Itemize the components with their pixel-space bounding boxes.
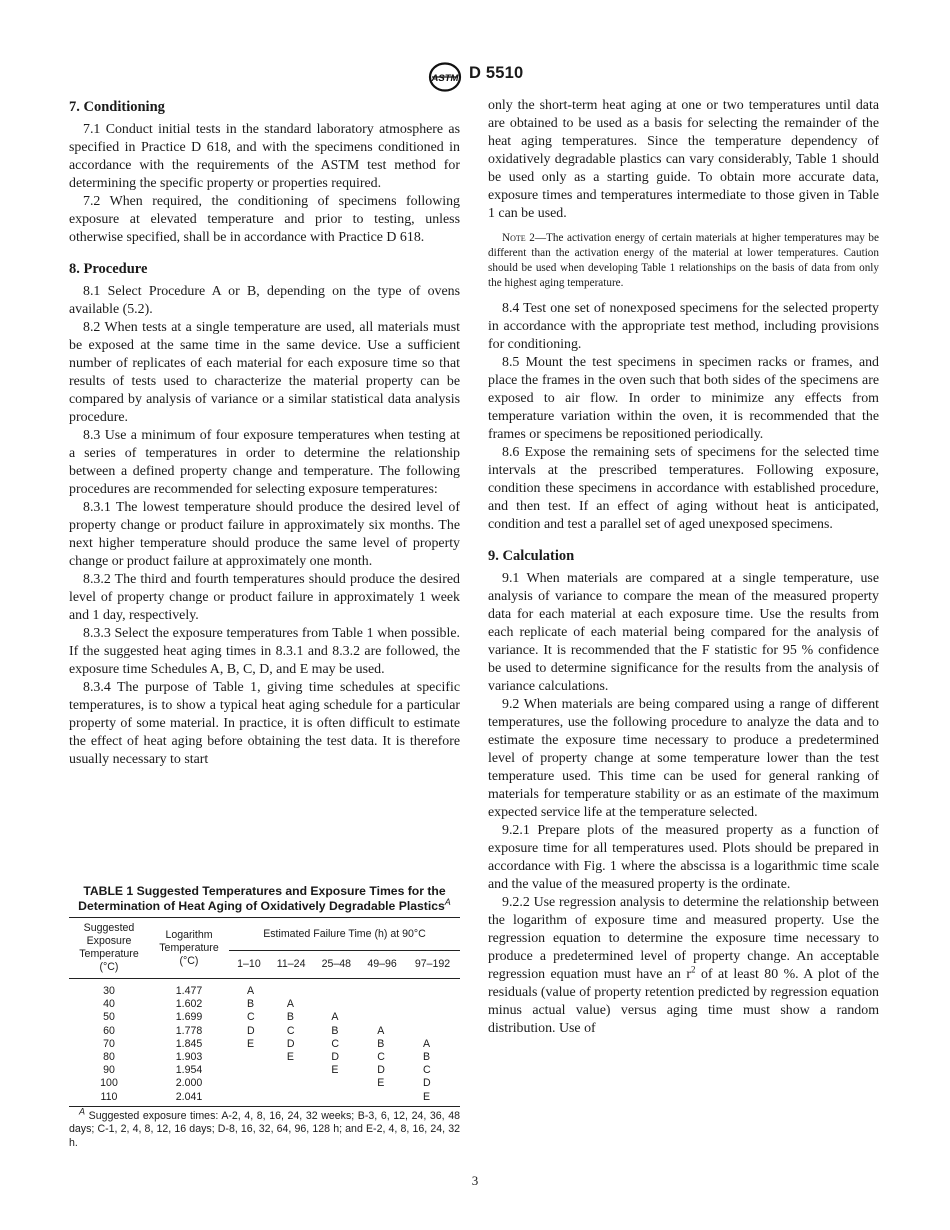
table-row bbox=[69, 1011, 460, 1024]
cell-schedule bbox=[359, 1011, 405, 1024]
cell-logarithm: 1.903 bbox=[175, 1051, 203, 1064]
left-column bbox=[69, 97, 460, 769]
header-time-col: 97–192 bbox=[414, 958, 451, 971]
cell-schedule: C bbox=[331, 1037, 340, 1050]
cell-schedule bbox=[359, 998, 405, 1011]
cell-schedule: E bbox=[377, 1077, 385, 1090]
cell-schedule bbox=[269, 1077, 314, 1090]
header-logarithm: Logarithm Temperature (°C) bbox=[149, 918, 229, 979]
note-2: Note 2—The activation energy of certain materials at higher temperatures may be different than the activation energy of the material at lower temperatures. Caution should be used when developing Table 1 relationships on the basis of data from only the highest aging temperature. bbox=[488, 232, 879, 289]
cell-temperature: 110 bbox=[69, 1091, 149, 1107]
paragraph-8-3-4: 8.3.4 The purpose of Table 1, giving time schedules at specific temperatures, is to show a typical heat aging schedule for a particular property of some material. In practice, it is often difficult to estimate the effect of heat aging before obtaining the test data. It is therefore usually necessary to start bbox=[69, 680, 460, 767]
cell-schedule: C bbox=[377, 1051, 385, 1064]
cell-logarithm: 1.778 bbox=[175, 1024, 203, 1037]
cell-schedule bbox=[359, 979, 405, 999]
cell-schedule bbox=[405, 979, 460, 999]
paragraph-7-1: 7.1 Conduct initial tests in the standard laboratory atmosphere as specified in Practice D 618, and with the specimens conditioned in accordance with the requirements of the ASTM test method for determining the specific property or properties required. bbox=[69, 122, 460, 191]
cell-schedule bbox=[313, 1077, 359, 1090]
cell-temperature: 70 bbox=[103, 1037, 115, 1050]
cell-schedule: D bbox=[422, 1077, 431, 1090]
cell-logarithm: 2.000 bbox=[175, 1077, 203, 1090]
header-time-col: 49–96 bbox=[367, 958, 397, 971]
cell-schedule bbox=[313, 1091, 359, 1107]
paragraph-8-2: 8.2 When tests at a single temperature are used, all materials must be exposed at the same time in the same device. Use a sufficient number of replicates of each material for each exposure time so that results of tests used to characterize the material property can be compared by analysis of variance or a similar statistical data analysis procedure. bbox=[69, 320, 460, 425]
page-header bbox=[0, 62, 950, 92]
cell-schedule bbox=[405, 1025, 460, 1038]
table-row bbox=[69, 1064, 460, 1077]
right-column bbox=[488, 97, 879, 1038]
cell-schedule bbox=[269, 1091, 314, 1107]
paragraph-9-1: 9.1 When materials are compared at a single temperature, use analysis of variance to compare the mean of the measured property data for each material at each exposure time. Use the results from each replicate of each material being compared for the analysis of variance. It is recommended that the F statistic for 95 % confidence be used to determine significance for the results from the analysis of variance calculations. bbox=[488, 571, 879, 694]
cell-logarithm: 1.954 bbox=[175, 1064, 203, 1077]
cell-temperature: 30 bbox=[103, 985, 115, 997]
cell-schedule: D bbox=[377, 1064, 385, 1077]
table-1 bbox=[69, 884, 460, 1150]
header-time-col: 1–10 bbox=[237, 958, 261, 971]
cell-logarithm: 2.041 bbox=[149, 1091, 229, 1107]
header-time-col: 11–24 bbox=[276, 958, 306, 971]
paragraph-8-3-1: 8.3.1 The lowest temperature should produce the desired level of property change or product failure in approximately six months. The next higher temperature should produce the same level of property change or product failure at approximately one month. bbox=[69, 500, 460, 569]
cell-temperature: 80 bbox=[103, 1051, 115, 1064]
paragraph-8-3-4-continued: only the short-term heat aging at one or two temperatures until data are obtained to be used as a basis for selecting the remainder of the heat aging temperatures. Since the temperature dependency of oxidatively degradable plastics can vary considerably, Table 1 should be used only as a starting guide. To obtain more accurate data, exposure times and temperatures intermediate to those given in Table 1 can be used. bbox=[488, 98, 879, 221]
cell-temperature: 60 bbox=[103, 1024, 115, 1037]
cell-schedule: A bbox=[331, 1011, 339, 1024]
cell-schedule: A bbox=[377, 1024, 385, 1037]
cell-schedule: D bbox=[286, 1037, 295, 1050]
cell-schedule bbox=[229, 1051, 269, 1064]
paragraph-8-3-3: 8.3.3 Select the exposure temperatures from Table 1 when possible. If the suggested heat aging times in 8.3.1 and 8.3.2 are followed, the exposure time Schedules A, B, C, D, and E may be used. bbox=[69, 626, 460, 677]
cell-temperature: 90 bbox=[103, 1064, 115, 1077]
section-7-title: 7. Conditioning bbox=[69, 99, 165, 115]
paragraph-8-4: 8.4 Test one set of nonexposed specimens for the selected property in accordance with the appropriate test method, including provisions for conditioning. bbox=[488, 301, 879, 352]
document-number: D 5510 bbox=[469, 64, 524, 82]
paragraph-8-6: 8.6 Expose the remaining sets of specimens for the selected time intervals at the prescribed temperatures. Following exposure, condition these specimens in accordance with established procedure, and then test. If an effect of aging without heat is anticipated, condition and test a parallel set of aged unexposed specimens. bbox=[488, 445, 879, 532]
cell-schedule: E bbox=[286, 1051, 294, 1064]
paragraph-9-2-2: 9.2.2 Use regression analysis to determine the relationship between the logarithm of exposure time and measured property. Use the regression equation to determine the exposure time necessary to produce a predetermined level of property change. An acceptable regression equation must have an $r^2$ of at least 80 %. A plot of the residuals (value of property retention predicted by regression equation minus actual value) versus aging time must show a random distribution. Use of bbox=[488, 895, 879, 1036]
cell-schedule: A bbox=[247, 985, 255, 997]
table-row bbox=[69, 1038, 460, 1051]
table-1-grid bbox=[69, 917, 460, 1107]
cell-temperature: 50 bbox=[103, 1011, 115, 1024]
cell-schedule: A bbox=[422, 1037, 431, 1050]
cell-logarithm: 1.477 bbox=[175, 985, 203, 997]
table-row bbox=[69, 1051, 460, 1064]
cell-schedule: A bbox=[286, 998, 294, 1011]
cell-logarithm: 1.699 bbox=[175, 1011, 203, 1024]
cell-schedule: B bbox=[377, 1037, 385, 1050]
paragraph-7-2: 7.2 When required, the conditioning of specimens following exposure at elevated temperature and prior to testing, unless otherwise specified, shall be in accordance with Practice D 618. bbox=[69, 194, 460, 245]
cell-schedule: C bbox=[247, 1011, 255, 1024]
cell-schedule: B bbox=[286, 1011, 294, 1024]
cell-schedule bbox=[229, 1064, 269, 1077]
cell-temperature: 40 bbox=[103, 998, 115, 1011]
section-8-title: 8. Procedure bbox=[69, 261, 148, 277]
paragraph-8-3-2: 8.3.2 The third and fourth temperatures should produce the desired level of property change or product failure in approximately 1 week and 1 day, respectively. bbox=[69, 572, 460, 623]
cell-schedule: E bbox=[247, 1037, 255, 1050]
header-failure-time-group: Estimated Failure Time (h) at 90°C bbox=[229, 918, 460, 951]
cell-schedule bbox=[359, 1091, 405, 1107]
cell-schedule: B bbox=[331, 1024, 339, 1037]
table-row bbox=[69, 1077, 460, 1090]
cell-schedule bbox=[229, 1091, 269, 1107]
cell-schedule: D bbox=[247, 1024, 255, 1037]
section-9-title: 9. Calculation bbox=[488, 548, 575, 564]
svg-text:ASTM: ASTM bbox=[431, 73, 459, 84]
table-row bbox=[69, 979, 460, 999]
table-row bbox=[69, 1091, 460, 1107]
cell-logarithm: 1.845 bbox=[175, 1037, 203, 1050]
cell-schedule: C bbox=[422, 1064, 431, 1077]
cell-schedule bbox=[269, 979, 314, 999]
cell-schedule bbox=[405, 1011, 460, 1024]
cell-schedule bbox=[313, 998, 359, 1011]
table-caption: TABLE 1 Suggested Temperatures and Exposure Times for the Determination of Heat Aging of Oxidatively Degradable Plastics$^A$ bbox=[78, 884, 451, 913]
cell-temperature: 100 bbox=[100, 1077, 118, 1090]
astm-logo-icon bbox=[427, 62, 463, 92]
table-row bbox=[69, 1025, 460, 1038]
page-number: 3 bbox=[471, 1173, 479, 1188]
paragraph-8-5: 8.5 Mount the test specimens in specimen racks or frames, and place the frames in the oven such that both sides of the specimens are exposed to air flow. In order to minimize any effects from temperature variation within the oven, it is recommended that the frames or specimens be repositioned periodically. bbox=[488, 355, 879, 442]
cell-schedule bbox=[269, 1064, 314, 1077]
header-temperature: Suggested Exposure Temperature (°C) bbox=[69, 918, 149, 979]
cell-schedule bbox=[313, 979, 359, 999]
cell-schedule: E bbox=[405, 1091, 460, 1107]
cell-schedule bbox=[229, 1077, 269, 1090]
cell-schedule: B bbox=[422, 1051, 431, 1064]
header-time-col: 25–48 bbox=[321, 958, 352, 971]
paragraph-8-1: 8.1 Select Procedure A or B, depending on the type of ovens available (5.2). bbox=[69, 284, 460, 317]
cell-logarithm: 1.602 bbox=[175, 998, 203, 1011]
paragraph-8-3: 8.3 Use a minimum of four exposure temperatures when testing at a series of temperatures in order to determine the relationship between a defined property change and temperature. The following procedures are recommended for selecting exposure temperatures: bbox=[69, 428, 460, 497]
cell-schedule bbox=[405, 998, 460, 1011]
cell-schedule: B bbox=[247, 998, 255, 1011]
table-footnote: $^A$ Suggested exposure times: A-2, 4, 8, 16, 24, 32 weeks; B-3, 6, 12, 24, 36, 48 days; C-1, 2, 4, 8, 12, 16 days; D-8, 16, 32, 64, 96, 128 h; and E-2, 4, 8, 16, 24, 32 h. bbox=[69, 1106, 460, 1149]
cell-schedule: E bbox=[331, 1064, 339, 1077]
cell-schedule: D bbox=[331, 1051, 340, 1064]
paragraph-9-2-1: 9.2.1 Prepare plots of the measured property as a function of exposure time for all temperatures used. Plots should be prepared in accordance with Fig. 1 where the abscissa is a logarithmic time scale and the value of the measured property is the ordinate. bbox=[488, 823, 879, 892]
cell-schedule: C bbox=[286, 1024, 295, 1037]
paragraph-9-2: 9.2 When materials are being compared using a range of different temperatures, use the following procedure to analyze the data and to estimate the exposure time necessary to produce a predetermined level of property change at some temperature lower than the test temperature used. This time can be used for general ranking of materials for temperature stability or as an estimate of the maximum expected service life at the temperature selected. bbox=[488, 697, 879, 820]
table-row bbox=[69, 998, 460, 1011]
